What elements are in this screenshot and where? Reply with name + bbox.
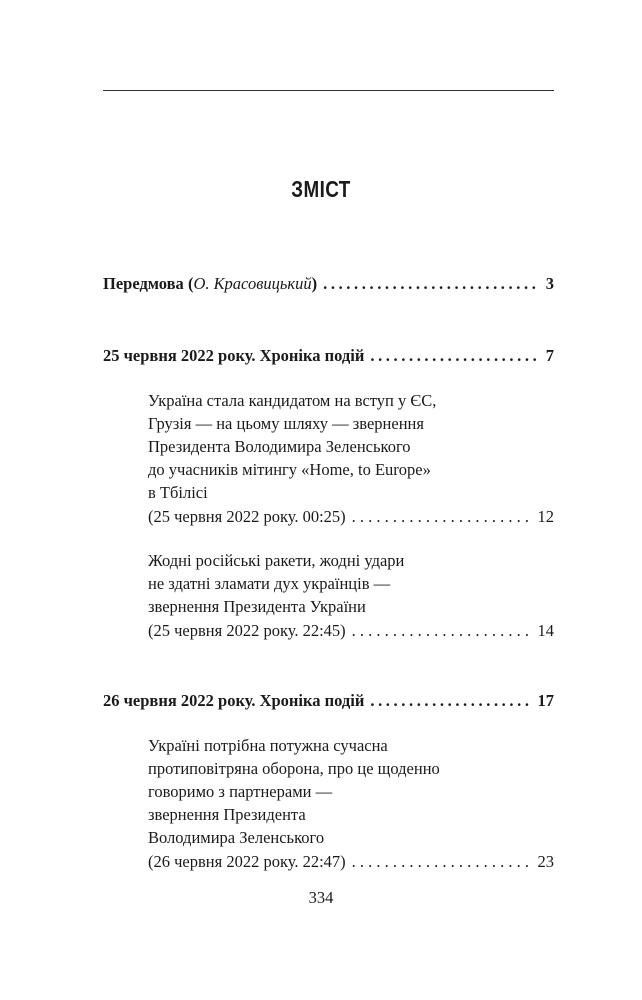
page-number: 7 [545, 346, 554, 365]
toc-entry-preface[interactable] [103, 273, 554, 295]
page-number: 14 [537, 621, 554, 640]
subentry-line: не здатні зламати дух українців — [148, 574, 391, 593]
preface-label: Передмова [103, 274, 184, 293]
dot-leader [352, 620, 532, 642]
author-close-paren: ) [311, 274, 318, 293]
dot-leader [323, 273, 540, 295]
subentry-line: Грузія — на цьому шляху — звернення [148, 414, 424, 433]
subentry-line: до учасників мітингу «Home, to Europe» [148, 460, 431, 479]
page-number: 12 [537, 507, 554, 526]
subentry-line: Володимира Зеленського [148, 828, 325, 847]
page-title: ЗМІСТ [291, 176, 351, 202]
subentry-date: (25 червня 2022 року. 22:45) [148, 621, 346, 640]
subentry-date: (25 червня 2022 року. 00:25) [148, 507, 346, 526]
subentry-line: звернення Президента України [148, 597, 366, 616]
subentry-last-line [148, 506, 554, 528]
subentry-line: Україна стала кандидатом на вступ у ЄС, [148, 391, 437, 410]
dot-leader [352, 851, 532, 873]
subentry-last-line [148, 620, 554, 642]
header-rule [103, 90, 554, 91]
dot-leader [370, 690, 531, 712]
page-number: 17 [537, 691, 554, 710]
subentry-line: говоримо з партнерами — [148, 782, 333, 801]
page-number: 3 [545, 274, 554, 293]
section-heading-text: 26 червня 2022 року. Хроніка подій [103, 691, 365, 710]
section-heading-text: 25 червня 2022 року. Хроніка подій [103, 346, 365, 365]
subentry-last-line [148, 851, 554, 873]
folio-page-number: 334 [308, 888, 334, 907]
subentry-line: звернення Президента [148, 805, 306, 824]
toc-section-heading[interactable] [103, 690, 554, 712]
dot-leader [352, 506, 532, 528]
subentry-line: в Тбілісі [148, 483, 208, 502]
toc-section-heading[interactable] [103, 345, 554, 367]
subentry-line: протиповітряна оборона, про це щоденно [148, 759, 440, 778]
toc-entry-label [103, 273, 317, 295]
subentry-line: Президента Володимира Зеленського [148, 437, 411, 456]
subentry-line: Україні потрібна потужна сучасна [148, 736, 388, 755]
subentry-date: (26 червня 2022 року. 22:47) [148, 852, 346, 871]
subentry-line: Жодні російські ракети, жодні удари [148, 551, 405, 570]
preface-author: О. Красовицький [193, 274, 312, 293]
page-number: 23 [537, 852, 554, 871]
author-open-paren: ( [183, 274, 194, 293]
dot-leader [370, 345, 539, 367]
